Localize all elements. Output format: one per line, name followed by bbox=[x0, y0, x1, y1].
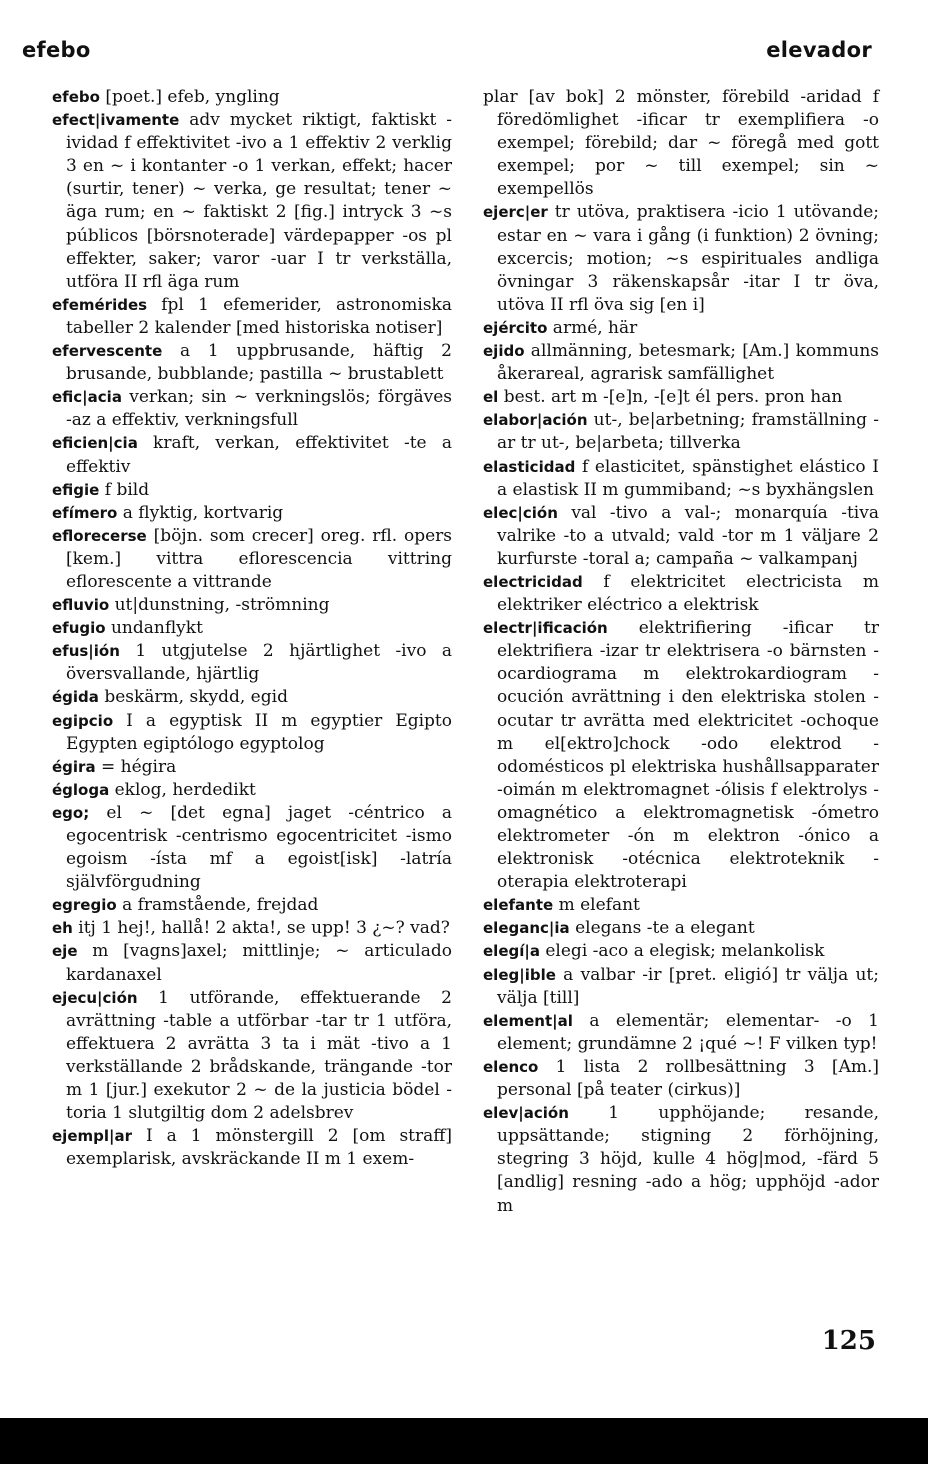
dictionary-entry bbox=[483, 1010, 879, 1056]
dictionary-entry bbox=[52, 802, 452, 894]
entry-headword: electricidad bbox=[483, 572, 583, 591]
dictionary-entry bbox=[52, 432, 452, 478]
entry-definition: elektrifiering -ificar tr elektrifiera -izar tr elektrisera -o bärnsten -ocardiograma m elektrokardiogram -ocución avrättning i den elektriska stolen -ocutar tr avrätta med elektricitet -ochoque m el[ektro]chock -odo elektrod -odomésticos pl elektriska hushållsapparater -oimán m elektromagnet -ólisis f elektrolys -omagnético a elektromagnetisk -ómetro elektrometer -ón m elektron -ónico a elektronisk -otécnica elektroteknik -oterapia elektroterapi bbox=[497, 618, 879, 893]
page-number: 125 bbox=[821, 1326, 876, 1356]
entry-definition: a valbar -ir [pret. eligió] tr välja ut; välja [till] bbox=[497, 964, 879, 1008]
entry-definition: a framstående, frejdad bbox=[116, 895, 319, 916]
dictionary-entry bbox=[52, 640, 452, 686]
dictionary-entry bbox=[52, 987, 452, 1126]
dictionary-entry bbox=[52, 86, 452, 109]
entry-definition: a 1 uppbrusande, häftig 2 brusande, bubblande; pastilla ~ brustablett bbox=[66, 341, 452, 385]
entry-definition: armé, här bbox=[547, 317, 638, 338]
dictionary-entry bbox=[483, 571, 879, 617]
running-head-right: elevador bbox=[766, 38, 872, 62]
entry-headword: efect|ivamente bbox=[52, 111, 180, 130]
scan-border bbox=[0, 1418, 928, 1464]
entry-headword: element|al bbox=[483, 1011, 573, 1030]
dictionary-entry bbox=[483, 964, 879, 1010]
entry-definition: [poet.] efeb, yngling bbox=[99, 87, 280, 107]
entry-definition: itj 1 hej!, hallå! 2 akta!, se upp! 3 ¿~? vad? bbox=[72, 918, 450, 939]
entry-definition: plar [av bok] 2 mönster, förebild -aridad f föredömlighet -ificar tr exemplifiera -o exempel; förebild; dar ~ föregå med gott exempel; por ~ till exempel; sin ~ exempellös bbox=[483, 87, 879, 200]
entry-headword: electr|ificación bbox=[483, 619, 608, 638]
entry-headword: elec|ción bbox=[483, 503, 558, 522]
entry-definition: ut|dunstning, -strömning bbox=[109, 595, 330, 616]
entry-headword: efigie bbox=[52, 480, 100, 499]
entry-definition: f bild bbox=[99, 479, 150, 500]
entry-definition: best. art m -[e]n, -[e]t él pers. pron han bbox=[498, 387, 843, 408]
entry-headword: ejerc|er bbox=[483, 203, 548, 222]
entry-definition: fpl 1 efemerider, astronomiska tabeller 2 kalender [med historiska notiser] bbox=[66, 294, 452, 338]
entry-definition: f elektricitet electricista m elektriker eléctrico a elektrisk bbox=[497, 571, 879, 616]
entry-definition: el ~ [det egna] jaget -céntrico a egocentrisk -centrismo egocentricitet -ismo egoism -ísta mf a egoist[isk] -latría självförgudning bbox=[66, 802, 452, 893]
entry-definition: 1 utförande, effektuerande 2 avrättning -table a utförbar -tar tr 1 utföra, effektuera 2 avrätta 3 ta i mät -tivo a 1 verkställande 2 brådskande, trängande -tor m 1 [jur.] exekutor 2 ~ de la justicia bödel -toria 1 slutgiltig dom 2 adelsbrev bbox=[66, 987, 452, 1124]
dictionary-entry bbox=[52, 940, 452, 986]
dictionary-entry bbox=[52, 917, 452, 940]
dictionary-entry bbox=[52, 617, 452, 640]
entry-definition: I a 1 mönstergill 2 [om straff] exemplarisk, avskräckande II m 1 exem- bbox=[66, 1126, 452, 1170]
entry-headword: efemérides bbox=[52, 295, 148, 314]
dictionary-entry bbox=[483, 940, 879, 963]
entry-definition: allmänning, betesmark; [Am.] kommuns åkerareal, agrarisk samfällighet bbox=[497, 341, 879, 385]
entry-headword: el bbox=[483, 388, 499, 407]
dictionary-entry bbox=[483, 201, 879, 316]
dictionary-entry bbox=[483, 456, 879, 502]
dictionary-entry bbox=[52, 686, 452, 709]
entry-headword: elabor|ación bbox=[483, 411, 588, 430]
entry-headword: egipcio bbox=[52, 711, 114, 730]
entry-headword: eleg|ible bbox=[483, 965, 556, 984]
entry-headword: ego; bbox=[52, 803, 90, 822]
entry-definition: a elementär; elementar- -o 1 element; grundämne 2 ¡qué ~! F vilken typ! bbox=[497, 1010, 879, 1054]
running-head-left: efebo bbox=[22, 38, 91, 62]
entry-headword: efus|ión bbox=[52, 642, 120, 661]
entry-headword: eje bbox=[52, 942, 78, 961]
dictionary-entry bbox=[52, 525, 452, 594]
entry-headword: eh bbox=[52, 919, 73, 938]
entry-definition: a flyktig, kortvarig bbox=[117, 502, 284, 523]
entry-definition: elegi -aco a elegisk; melankolisk bbox=[539, 941, 825, 962]
dictionary-entry bbox=[52, 479, 452, 502]
dictionary-column-right bbox=[483, 86, 879, 1218]
dictionary-entry bbox=[483, 340, 879, 386]
dictionary-entry bbox=[52, 294, 452, 340]
entry-definition: tr utöva, praktisera -icio 1 utövande; estar en ~ vara i gång (i funktion) 2 övning; excercis; motion; ~s espirituales andliga övningar 3 räkenskapsår -itar I tr öva, utöva II rfl öva sig [en i] bbox=[497, 202, 879, 315]
entry-headword: efugio bbox=[52, 619, 106, 638]
dictionary-column-left bbox=[52, 86, 452, 1171]
entry-definition: val -tivo a val-; monarquía -tiva valrike -to a utvald; vald -tor m 1 väljare 2 kurfurste -toral a; campaña ~ valkampanj bbox=[497, 502, 879, 569]
entry-headword: égida bbox=[52, 688, 99, 707]
dictionary-entry bbox=[52, 594, 452, 617]
entry-definition: f elasticitet, spänstighet elástico I a elastisk II m gummiband; ~s byxhängslen bbox=[497, 456, 879, 500]
dictionary-entry bbox=[52, 1125, 452, 1171]
dictionary-entry bbox=[52, 756, 452, 779]
entry-headword: ejército bbox=[483, 318, 548, 337]
dictionary-entry bbox=[483, 409, 879, 455]
entry-headword: efebo bbox=[52, 88, 100, 106]
entry-headword: elefante bbox=[483, 896, 554, 915]
entry-definition: undanflykt bbox=[105, 618, 203, 639]
entry-definition: 1 utgjutelse 2 hjärtlighet -ivo a översvallande, hjärtlig bbox=[66, 641, 452, 685]
entry-headword: efic|acia bbox=[52, 388, 122, 407]
entry-definition: adv mycket riktigt, faktiskt -ividad f effektivitet -ivo a 1 effektiv 2 verklig 3 en ~ i kontanter -o 1 verkan, effekt; hacer (surtir, tener) ~ verka, ge resultat; tener ~ äga rum; en ~ faktiskt 2 [fig.] intryck 3 ~s públicos [börsnoterade] värdepapper -os pl effekter, saker; varor -uar I tr verkställa, utföra II rfl äga rum bbox=[66, 110, 452, 292]
entry-definition: verkan; sin ~ verkningslös; förgäves -az a effektiv, verkningsfull bbox=[66, 387, 452, 431]
entry-headword: efímero bbox=[52, 503, 118, 522]
dictionary-entry bbox=[483, 894, 879, 917]
entry-headword: eficien|cia bbox=[52, 434, 138, 453]
dictionary-entry bbox=[483, 386, 879, 409]
entry-headword: egregio bbox=[52, 896, 117, 915]
entry-headword: eflorecerse bbox=[52, 526, 147, 545]
entry-definition: [böjn. som crecer] oreg. rfl. opers [kem.] vittra eflorescencia vittring eflorescente a vittrande bbox=[66, 525, 452, 592]
dictionary-entry bbox=[483, 1056, 879, 1102]
entry-headword: elenco bbox=[483, 1057, 539, 1076]
entry-definition: m elefant bbox=[553, 895, 640, 916]
dictionary-entry bbox=[483, 502, 879, 571]
entry-headword: efervescente bbox=[52, 342, 163, 361]
entry-definition: elegans -te a elegant bbox=[569, 918, 755, 939]
entry-headword: égloga bbox=[52, 780, 110, 799]
entry-definition: beskärm, skydd, egid bbox=[98, 687, 288, 708]
dictionary-entry bbox=[52, 779, 452, 802]
dictionary-entry bbox=[483, 617, 879, 894]
entry-headword: elev|ación bbox=[483, 1104, 569, 1123]
dictionary-entry bbox=[52, 502, 452, 525]
dictionary-entry bbox=[52, 109, 452, 294]
entry-definition: m [vagns]axel; mittlinje; ~ articulado kardanaxel bbox=[66, 941, 452, 985]
dictionary-entry bbox=[483, 86, 879, 201]
entry-definition: ut-, be|arbetning; framställning -ar tr ut-, be|arbeta; tillverka bbox=[497, 410, 879, 454]
entry-definition: = hégira bbox=[95, 756, 177, 777]
dictionary-entry bbox=[483, 317, 879, 340]
entry-definition: 1 upphöjande; resande, uppsättande; stigning 2 förhöjning, stegring 3 höjd, kulle 4 hög|mod, -färd 5 [andlig] resning -ado a hög; upphöjd -ador m bbox=[497, 1103, 879, 1216]
entry-headword: elegí|a bbox=[483, 942, 540, 961]
entry-headword: ejempl|ar bbox=[52, 1127, 132, 1146]
entry-headword: ejecu|ción bbox=[52, 988, 138, 1007]
dictionary-entry bbox=[52, 894, 452, 917]
entry-definition: 1 lista 2 rollbesättning 3 [Am.] personal [på teater (cirkus)] bbox=[497, 1056, 879, 1101]
entry-headword: elasticidad bbox=[483, 457, 576, 476]
dictionary-entry bbox=[52, 386, 452, 432]
dictionary-entry bbox=[483, 917, 879, 940]
entry-definition: eklog, herdedikt bbox=[109, 779, 256, 800]
dictionary-entry bbox=[52, 340, 452, 386]
entry-headword: efluvio bbox=[52, 596, 110, 615]
entry-headword: ejido bbox=[483, 342, 525, 361]
entry-headword: eleganc|ia bbox=[483, 919, 570, 938]
entry-definition: kraft, verkan, effektivitet -te a effektiv bbox=[66, 433, 452, 477]
entry-definition: I a egyptisk II m egyptier Egipto Egypten egiptólogo egyptolog bbox=[66, 710, 452, 754]
dictionary-entry bbox=[52, 710, 452, 756]
entry-headword: égira bbox=[52, 757, 96, 776]
dictionary-entry bbox=[483, 1102, 879, 1217]
